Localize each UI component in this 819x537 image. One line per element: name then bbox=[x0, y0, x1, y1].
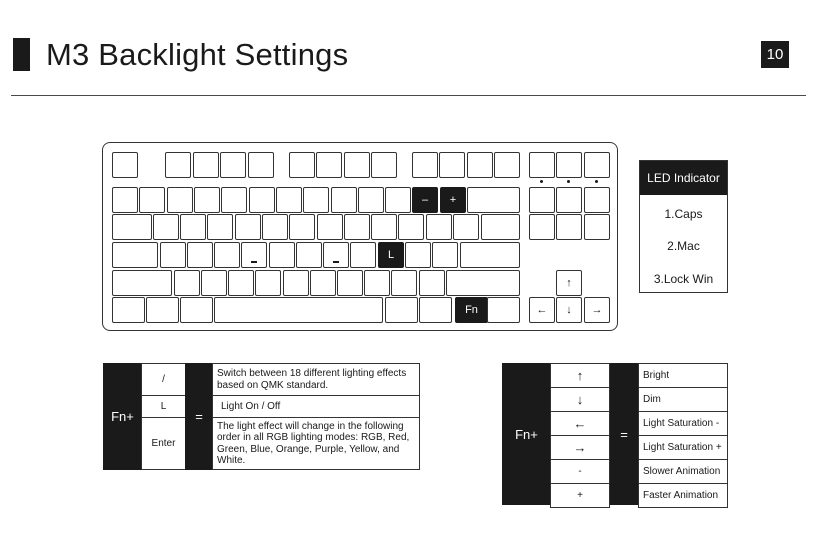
keyboard-key bbox=[331, 187, 357, 213]
keyboard-key bbox=[487, 297, 520, 323]
keyboard-key bbox=[419, 270, 445, 296]
plus-key: + bbox=[440, 187, 466, 213]
desc-cell-minus: Slower Animation bbox=[638, 459, 728, 484]
keyboard-key bbox=[174, 270, 200, 296]
keyboard-key bbox=[112, 270, 172, 296]
keyboard-key bbox=[214, 242, 240, 268]
keyboard-key bbox=[180, 297, 213, 323]
keyboard-key bbox=[153, 214, 179, 240]
keyboard-key bbox=[310, 270, 336, 296]
desc-cell-arrow-left: Light Saturation - bbox=[638, 411, 728, 436]
led-indicator-panel bbox=[639, 160, 728, 293]
keyboard-key bbox=[385, 297, 418, 323]
keyboard-key bbox=[276, 187, 302, 213]
fn-modifier-cell: Fn+ bbox=[502, 363, 551, 505]
keyboard-key bbox=[112, 297, 145, 323]
keyboard-key bbox=[228, 270, 254, 296]
keyboard-key bbox=[317, 214, 343, 240]
keyboard-key bbox=[194, 187, 220, 213]
keyboard-key bbox=[323, 242, 349, 268]
keyboard-key bbox=[556, 187, 582, 213]
equals-cell: = bbox=[609, 363, 639, 505]
keyboard-key bbox=[405, 242, 431, 268]
keyboard-key bbox=[398, 214, 424, 240]
title-marker bbox=[13, 38, 30, 71]
keyboard-key bbox=[248, 152, 274, 178]
keyboard-key bbox=[193, 152, 219, 178]
keyboard-key bbox=[112, 187, 138, 213]
keyboard-key bbox=[350, 242, 376, 268]
keyboard-key bbox=[467, 152, 493, 178]
keyboard-key bbox=[165, 152, 191, 178]
indicator-led-dot bbox=[567, 180, 570, 183]
keyboard-key bbox=[391, 270, 417, 296]
keyboard-key bbox=[112, 214, 152, 240]
keyboard-key bbox=[146, 297, 179, 323]
keyboard-key bbox=[296, 242, 322, 268]
keyboard-key bbox=[494, 152, 520, 178]
keyboard-key bbox=[112, 152, 138, 178]
key-cell-slash: / bbox=[141, 363, 186, 396]
key-cell-arrow-up: ↑ bbox=[550, 363, 610, 388]
keyboard-key bbox=[364, 270, 390, 296]
keyboard-key bbox=[303, 187, 329, 213]
keyboard-key bbox=[139, 187, 165, 213]
keyboard-key bbox=[584, 152, 610, 178]
keyboard-key bbox=[214, 297, 383, 323]
desc-effect-switch: Switch between 18 different lighting effects based on QMK standard. bbox=[212, 363, 420, 396]
keyboard-key bbox=[529, 214, 555, 240]
desc-cell-plus: Faster Animation bbox=[638, 483, 728, 508]
keyboard-key bbox=[529, 187, 555, 213]
keyboard-key bbox=[283, 270, 309, 296]
keyboard-key bbox=[235, 214, 261, 240]
keyboard-key bbox=[426, 214, 452, 240]
keyboard-key bbox=[556, 152, 582, 178]
keyboard-key bbox=[385, 187, 411, 213]
keyboard-key bbox=[419, 297, 452, 323]
arrow-down-key: ↓ bbox=[556, 297, 582, 323]
equals-cell: = bbox=[185, 363, 213, 470]
keyboard-key bbox=[412, 152, 438, 178]
arrow-up-key: ↑ bbox=[556, 270, 582, 296]
page-number-badge: 10 bbox=[761, 41, 789, 68]
keyboard-key bbox=[439, 152, 465, 178]
indicator-led-dot bbox=[540, 180, 543, 183]
keyboard-key bbox=[344, 214, 370, 240]
keyboard-key bbox=[467, 187, 520, 213]
keyboard-key bbox=[160, 242, 186, 268]
keyboard-key bbox=[316, 152, 342, 178]
desc-cell-arrow-right: Light Saturation + bbox=[638, 435, 728, 460]
key-led-mark bbox=[333, 261, 339, 263]
desc-light-toggle: Light On / Off bbox=[212, 395, 420, 418]
keyboard-key bbox=[432, 242, 458, 268]
keyboard-key bbox=[269, 242, 295, 268]
desc-cell-arrow-down: Dim bbox=[638, 387, 728, 412]
desc-color-cycle: The light effect will change in the following order in all RGB lighting modes: RGB, Red, Green, Blue, Orange, Purple, Yellow, and White. bbox=[212, 417, 420, 470]
keyboard-key bbox=[187, 242, 213, 268]
keyboard-key bbox=[337, 270, 363, 296]
keyboard-key bbox=[556, 214, 582, 240]
keyboard-key bbox=[167, 187, 193, 213]
keyboard-key bbox=[371, 214, 397, 240]
led-item-mac: 2.Mac bbox=[667, 239, 700, 253]
key-cell-arrow-right: → bbox=[550, 435, 610, 460]
keyboard-key bbox=[481, 214, 520, 240]
keyboard-key bbox=[358, 187, 384, 213]
key-cell-minus: - bbox=[550, 459, 610, 484]
keyboard-key bbox=[262, 214, 288, 240]
keyboard-key bbox=[249, 187, 275, 213]
keyboard-key bbox=[221, 187, 247, 213]
l-key: L bbox=[378, 242, 404, 268]
header-divider bbox=[11, 95, 806, 96]
keyboard-key bbox=[112, 242, 158, 268]
keyboard-key bbox=[241, 242, 267, 268]
key-cell-arrow-down: ↓ bbox=[550, 387, 610, 412]
key-cell-l: L bbox=[141, 395, 186, 418]
keyboard-key bbox=[446, 270, 520, 296]
key-cell-arrow-left: ← bbox=[550, 411, 610, 436]
page-title: M3 Backlight Settings bbox=[46, 37, 349, 72]
keyboard-key bbox=[584, 214, 610, 240]
keyboard-key bbox=[220, 152, 246, 178]
led-indicator-title: LED Indicator bbox=[640, 161, 727, 195]
keyboard-key bbox=[180, 214, 206, 240]
fn-modifier-cell: Fn+ bbox=[103, 363, 142, 470]
led-item-caps: 1.Caps bbox=[664, 207, 703, 221]
keyboard-key bbox=[289, 214, 315, 240]
led-item-lock-win: 3.Lock Win bbox=[653, 272, 714, 286]
keyboard-key bbox=[207, 214, 233, 240]
keyboard-key bbox=[255, 270, 281, 296]
arrow-right-key: → bbox=[584, 297, 610, 323]
indicator-led-dot bbox=[595, 180, 598, 183]
keyboard-key bbox=[201, 270, 227, 296]
keyboard-diagram bbox=[102, 142, 618, 331]
key-cell-enter: Enter bbox=[141, 417, 186, 470]
keyboard-key bbox=[584, 187, 610, 213]
keyboard-key bbox=[371, 152, 397, 178]
minus-key: – bbox=[412, 187, 438, 213]
keyboard-key bbox=[289, 152, 315, 178]
keyboard-key bbox=[344, 152, 370, 178]
key-led-mark bbox=[251, 261, 257, 263]
arrow-left-key: ← bbox=[529, 297, 555, 323]
keyboard-key bbox=[529, 152, 555, 178]
key-cell-plus: + bbox=[550, 483, 610, 508]
keyboard-key bbox=[460, 242, 520, 268]
desc-cell-arrow-up: Bright bbox=[638, 363, 728, 388]
keyboard-key bbox=[453, 214, 479, 240]
fn-key: Fn bbox=[455, 297, 488, 323]
